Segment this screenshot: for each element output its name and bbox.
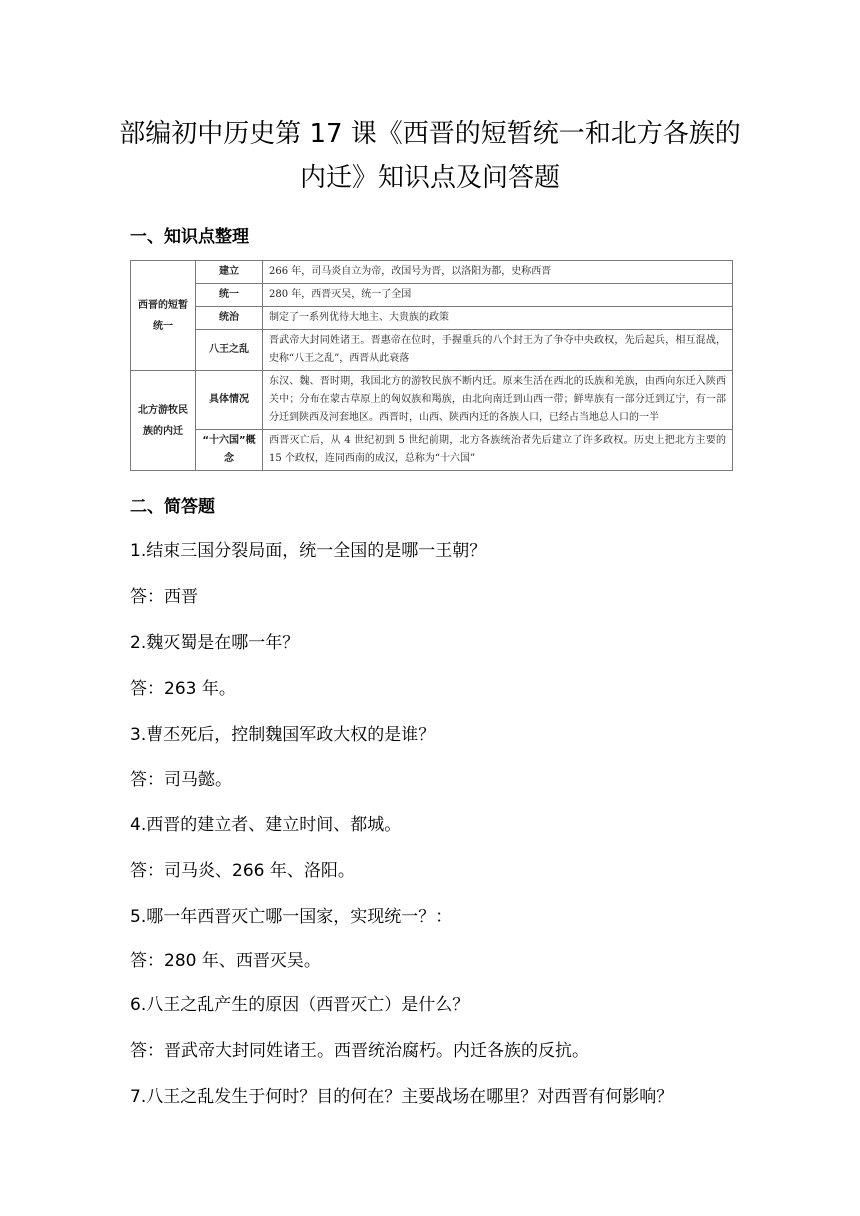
row-label: 建立 xyxy=(196,261,263,284)
question-4: 4.西晋的建立者、建立时间、都城。 xyxy=(130,815,402,835)
row-text: 266 年，司马炎自立为帝，改国号为晋，以洛阳为都，史称西晋 xyxy=(263,261,733,284)
question-1: 1.结束三国分裂局面，统一全国的是哪一王朝？ xyxy=(130,541,487,561)
table-row xyxy=(131,284,733,307)
row-label: “十六国”概念 xyxy=(196,430,263,471)
table-row xyxy=(131,371,733,430)
answer-5: 答：280 年、西晋灭吴。 xyxy=(130,951,321,971)
answer-3: 答：司马懿。 xyxy=(130,770,232,790)
row-text: 晋武帝大封同姓诸王。晋惠帝在位时，手握重兵的八个封王为了争夺中央政权，先后起兵，相互混战，史称“八王之乱”，西晋从此衰落 xyxy=(263,330,733,371)
answer-6: 答：晋武帝大封同姓诸王。西晋统治腐朽。内迁各族的反抗。 xyxy=(130,1041,589,1061)
row-label: 统治 xyxy=(196,307,263,330)
question-6: 6.八王之乱产生的原因（西晋灭亡）是什么？ xyxy=(130,995,470,1015)
table-row xyxy=(131,307,733,330)
row-text: 西晋灭亡后，从 4 世纪初到 5 世纪前期，北方各族统治者先后建立了许多政权。历史上把北方主要的 15 个政权，连同西南的成汉，总称为“十六国” xyxy=(263,430,733,471)
row-text: 制定了一系列优待大地主、大贵族的政策 xyxy=(263,307,733,330)
question-2: 2.魏灭蜀是在哪一年？ xyxy=(130,633,300,653)
question-7: 7.八王之乱发生于何时？目的何在？主要战场在哪里？对西晋有何影响？ xyxy=(130,1087,674,1107)
answer-1: 答：西晋 xyxy=(130,587,198,607)
row-label: 八王之乱 xyxy=(196,330,263,371)
page-title-line2: 内迁》知识点及问答题 xyxy=(299,163,560,193)
section-heading-qa: 二、简答题 xyxy=(130,497,215,517)
section-heading-knowledge: 一、知识点整理 xyxy=(130,227,249,247)
row-label: 统一 xyxy=(196,284,263,307)
group-cell-nomad-migration: 北方游牧民族的内迁 xyxy=(131,371,196,471)
answer-4: 答：司马炎、266 年、洛阳。 xyxy=(130,861,355,881)
page-title-line1: 部编初中历史第 17 课《西晋的短暂统一和北方各族的 xyxy=(119,119,741,149)
question-5: 5.哪一年西晋灭亡哪一国家，实现统一？： xyxy=(130,907,453,927)
group-cell-western-jin: 西晋的短暂统一 xyxy=(131,261,196,371)
table-row xyxy=(131,430,733,471)
row-text: 东汉、魏、晋时期，我国北方的游牧民族不断内迁。原来生活在西北的氐族和羌族，由西向东迁入陕西关中；分布在蒙古草原上的匈奴族和羯族，由北向南迁到山西一带；鲜卑族有一部分迁到辽宁，有一部分迁到陕西及河套地区。西晋时，山西、陕西内迁的各族人口，已经占当地总人口的一半 xyxy=(263,371,733,430)
knowledge-table xyxy=(130,260,733,471)
row-label: 具体情况 xyxy=(196,371,263,430)
table-row xyxy=(131,261,733,284)
answer-2: 答：263 年。 xyxy=(130,679,236,699)
question-3: 3.曹丕死后，控制魏国军政大权的是谁？ xyxy=(130,725,436,745)
table-row xyxy=(131,330,733,371)
row-text: 280 年，西晋灭吴，统一了全国 xyxy=(263,284,733,307)
